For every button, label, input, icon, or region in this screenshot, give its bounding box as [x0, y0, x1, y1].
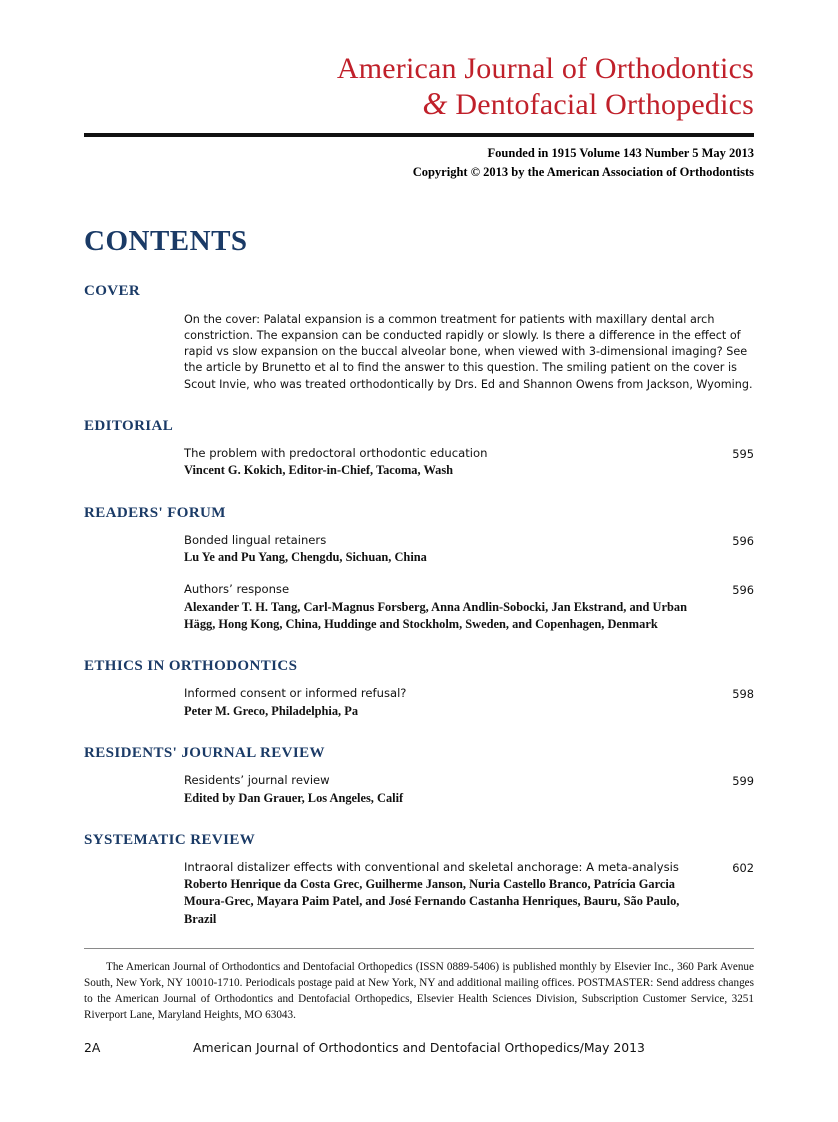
entry-title[interactable]: Bonded lingual retainers [184, 532, 327, 547]
entry-authors: Alexander T. H. Tang, Carl-Magnus Forsberg, Anna Andlin-Sobocki, Jan Ekstrand, and Urban Hägg, Hong Kong, China, Huddinge and Stockholm, Sweden, and Copenhagen, Denmark [184, 599, 687, 632]
imprint-block [84, 144, 754, 180]
entry-main [184, 773, 720, 807]
entry-main [184, 582, 720, 633]
journal-title-line-2 [84, 86, 754, 122]
page-title: CONTENTS [84, 224, 248, 257]
entry-authors: Edited by Dan Grauer, Los Angeles, Calif [184, 790, 404, 805]
publisher-note [84, 960, 754, 1024]
entry-page-number: 598 [732, 687, 754, 702]
journal-title-line-2-text: Dentofacial Orthopedics [455, 87, 754, 121]
publisher-note-text: The American Journal of Orthodontics and Dentofacial Orthopedics (ISSN 0889-5406) is published monthly by Elsevier Inc., 360 Park Avenue South, New York, NY 10010-1710. Periodicals postage paid at New York, NY and additional mailing offices. POSTMASTER: Send address changes to the American Journal of Orthodontics and Dentofacial Orthopedics, Elsevier Health Sciences Division, Subscription Customer Service, 3251 Riverport Lane, Maryland Heights, MO 63043. [84, 961, 754, 1021]
list-item[interactable] [184, 860, 754, 928]
section-editorial [84, 418, 754, 480]
entry-title[interactable]: Informed consent or informed refusal? [184, 686, 407, 701]
section-title: COVER [84, 282, 141, 299]
entry-title[interactable]: The problem with predoctoral orthodontic education [184, 445, 488, 460]
list-item[interactable] [184, 686, 754, 720]
folio-running-title: American Journal of Orthodontics and Dentofacial Orthopedics/May 2013 [193, 1040, 645, 1055]
section-cover [84, 283, 754, 393]
section-title: READERS' FORUM [84, 504, 226, 521]
list-item[interactable] [184, 582, 754, 633]
masthead [84, 0, 754, 121]
imprint-volume-line: Founded in 1915 Volume 143 Number 5 May 2013 [487, 146, 754, 161]
section-title: ETHICS IN ORTHODONTICS [84, 658, 298, 675]
entry-page-number: 596 [732, 533, 754, 548]
list-item[interactable] [184, 773, 754, 807]
section-ethics-in-orthodontics [84, 658, 754, 720]
footer-divider [84, 948, 754, 949]
cover-description: On the cover: Palatal expansion is a common treatment for patients with maxillary dental arch constriction. The expansion can be conducted rapidly or slowly. Is there a difference in the effect of rapid vs slow expansion on the buccal alveolar bone, when viewed with 3-dimensional imaging? See the article by Brunetto et al to find the answer to this question. The smiling patient on the cover is Scout Invie, who was treated orthodontically by Drs. Ed and Shannon Owens from Jackson, Wyoming. [184, 312, 753, 391]
entry-authors: Lu Ye and Pu Yang, Chengdu, Sichuan, China [184, 550, 427, 565]
entry-title[interactable]: Authors’ response [184, 582, 290, 597]
imprint-copyright-line: Copyright © 2013 by the American Association of Orthodontists [412, 164, 754, 179]
ampersand-glyph: & [422, 84, 448, 121]
section-title: RESIDENTS' JOURNAL REVIEW [84, 744, 325, 761]
entry-main [184, 446, 720, 480]
journal-title-line-1: American Journal of Orthodontics [336, 52, 754, 85]
entry-authors: Peter M. Greco, Philadelphia, Pa [184, 703, 359, 718]
entry-authors: Vincent G. Kokich, Editor-in-Chief, Tacoma, Wash [184, 463, 454, 478]
entry-title[interactable]: Residents’ journal review [184, 772, 330, 787]
list-item[interactable] [184, 446, 754, 480]
section-residents-journal-review [84, 745, 754, 807]
list-item[interactable] [184, 533, 754, 567]
entry-page-number: 602 [732, 860, 754, 875]
entry-main [184, 686, 720, 720]
section-readers-forum [84, 505, 754, 634]
entry-main [184, 860, 720, 928]
entry-page-number: 595 [732, 446, 754, 461]
section-title: SYSTEMATIC REVIEW [84, 831, 256, 848]
entry-page-number: 599 [732, 773, 754, 788]
section-title: EDITORIAL [84, 417, 174, 434]
folio-page-number: 2A [84, 1040, 101, 1055]
masthead-divider [84, 133, 754, 137]
entry-page-number: 596 [732, 583, 754, 598]
entry-title[interactable]: Intraoral distalizer effects with conventional and skeletal anchorage: A meta-analysis [184, 859, 679, 874]
section-systematic-review [84, 832, 754, 928]
entry-main [184, 533, 720, 567]
entry-authors: Roberto Henrique da Costa Grec, Guilherme Janson, Nuria Castello Branco, Patrícia Garcia Moura-Grec, Mayara Paim Patel, and José Fernando Castanha Henriques, Bauru, São Paulo, Brazil [184, 877, 680, 926]
